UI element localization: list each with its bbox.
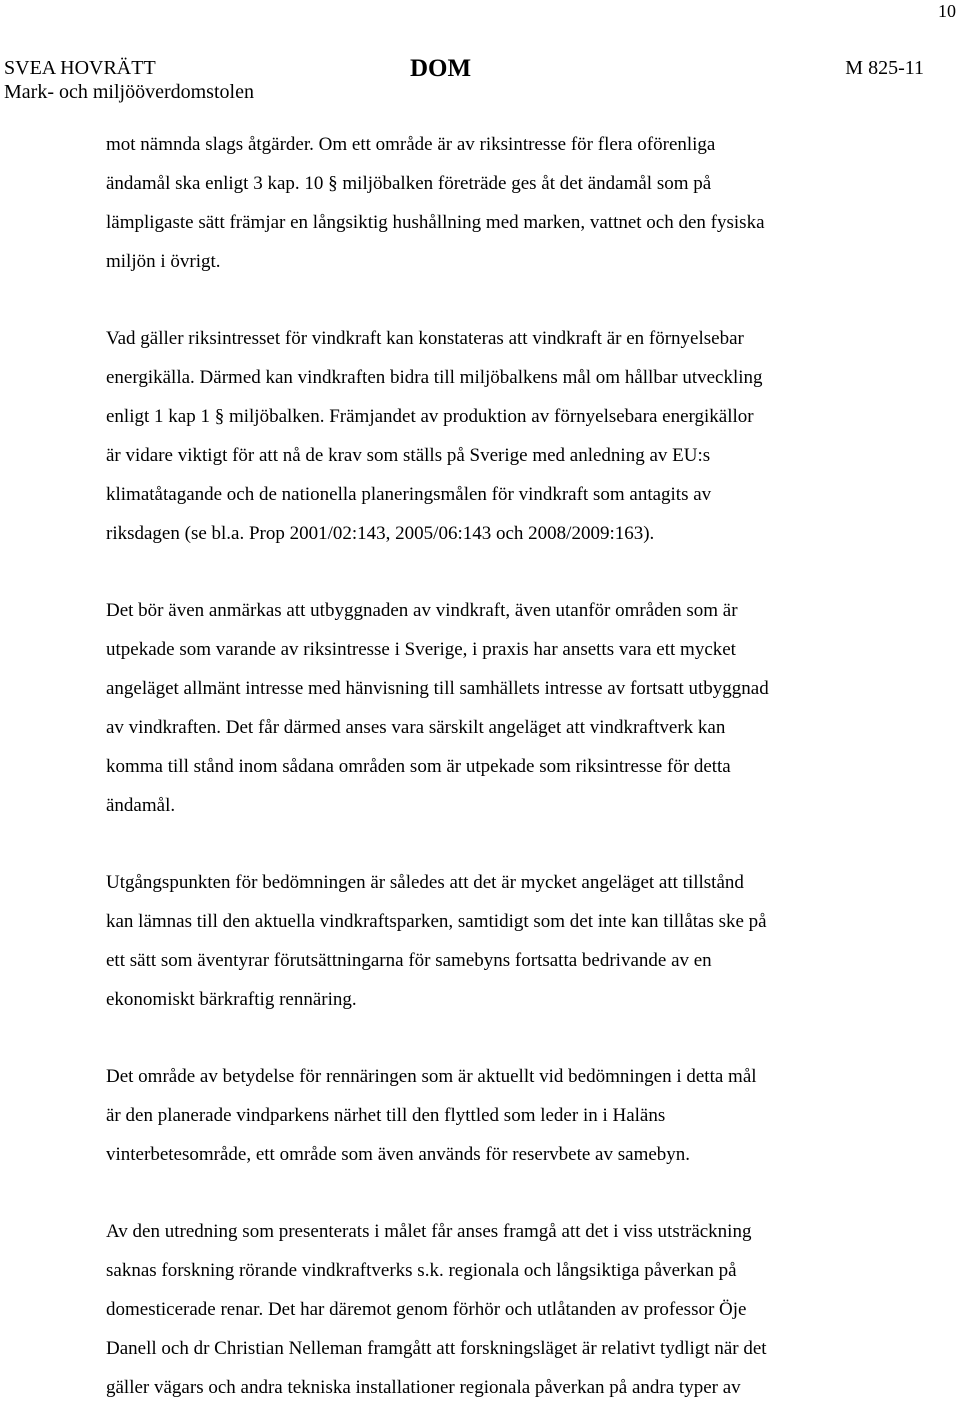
text-line: är den planerade vindparkens närhet till den flyttled som leder in i Haläns	[106, 1105, 666, 1126]
paragraph	[106, 1212, 906, 1407]
text-line: Det bör även anmärkas att utbyggnaden av vindkraft, även utanför områden som är	[106, 600, 738, 621]
text-line: domesticerade renar. Det har däremot genom förhör och utlåtanden av professor Öje	[106, 1299, 747, 1320]
page-number: 10	[938, 1, 956, 21]
text-line: av vindkraften. Det får därmed anses vara särskilt angeläget att vindkraftverk kan	[106, 717, 726, 738]
text-line: utpekade som varande av riksintresse i Sverige, i praxis har ansetts vara ett mycket	[106, 639, 736, 660]
text-line: angeläget allmänt intresse med hänvisning till samhällets intresse av fortsatt utbyggnad	[106, 678, 769, 699]
text-line: kan lämnas till den aktuella vindkraftsparken, samtidigt som det inte kan tillåtas ske på	[106, 911, 767, 932]
text-line: gäller vägars och andra tekniska installationer regionala påverkan på andra typer av	[106, 1377, 741, 1398]
text-line: Av den utredning som presenterats i målet får anses framgå att det i viss utsträckning	[106, 1221, 752, 1242]
court-name: SVEA HOVRÄTT	[4, 57, 156, 79]
text-line: är vidare viktigt för att nå de krav som ställs på Sverige med anledning av EU:s	[106, 445, 711, 466]
document-header	[4, 56, 934, 106]
text-line: ekonomiskt bärkraftig rennäring.	[106, 989, 357, 1010]
text-line: komma till stånd inom sådana områden som är utpekade som riksintresse för detta	[106, 756, 731, 777]
document-body	[106, 125, 906, 1407]
text-line: ändamål.	[106, 795, 176, 816]
text-line: miljön i övrigt.	[106, 251, 221, 272]
text-line: enligt 1 kap 1 § miljöbalken. Främjandet av produktion av förnyelsebara energikällor	[106, 406, 754, 427]
text-line: saknas forskning rörande vindkraftverks s.k. regionala och långsiktiga påverkan på	[106, 1260, 737, 1281]
court-division: Mark- och miljööverdomstolen	[4, 81, 254, 103]
text-line: Vad gäller riksintresset för vindkraft kan konstateras att vindkraft är en förnyelsebar	[106, 328, 744, 349]
text-line: ett sätt som äventyrar förutsättningarna för samebyns fortsatta bedrivande av en	[106, 950, 712, 971]
text-line: riksdagen (se bl.a. Prop 2001/02:143, 2005/06:143 och 2008/2009:163).	[106, 523, 655, 544]
text-line: lämpligaste sätt främjar en långsiktig hushållning med marken, vattnet och den fysiska	[106, 212, 765, 233]
paragraph	[106, 591, 906, 825]
text-line: ändamål ska enligt 3 kap. 10 § miljöbalken företräde ges åt det ändamål som på	[106, 173, 712, 194]
text-line: mot nämnda slags åtgärder. Om ett område är av riksintresse för flera oförenliga	[106, 134, 716, 155]
text-line: energikälla. Därmed kan vindkraften bidra till miljöbalkens mål om hållbar utveckling	[106, 367, 763, 388]
document-type: DOM	[410, 55, 472, 82]
text-line: klimatåtagande och de nationella planeringsmålen för vindkraft som antagits av	[106, 484, 712, 505]
text-line: Det område av betydelse för rennäringen som är aktuellt vid bedömningen i detta mål	[106, 1066, 757, 1087]
text-line: Utgångspunkten för bedömningen är således att det är mycket angeläget att tillstånd	[106, 872, 744, 893]
text-line: vinterbetesområde, ett område som även används för reservbete av samebyn.	[106, 1144, 691, 1165]
paragraph	[106, 125, 906, 281]
case-number: M 825-11	[845, 57, 924, 79]
paragraph	[106, 863, 906, 1019]
paragraph	[106, 319, 906, 553]
paragraph	[106, 1057, 906, 1174]
text-line: Danell och dr Christian Nelleman framgått att forskningsläget är relativt tydligt när det	[106, 1338, 767, 1359]
